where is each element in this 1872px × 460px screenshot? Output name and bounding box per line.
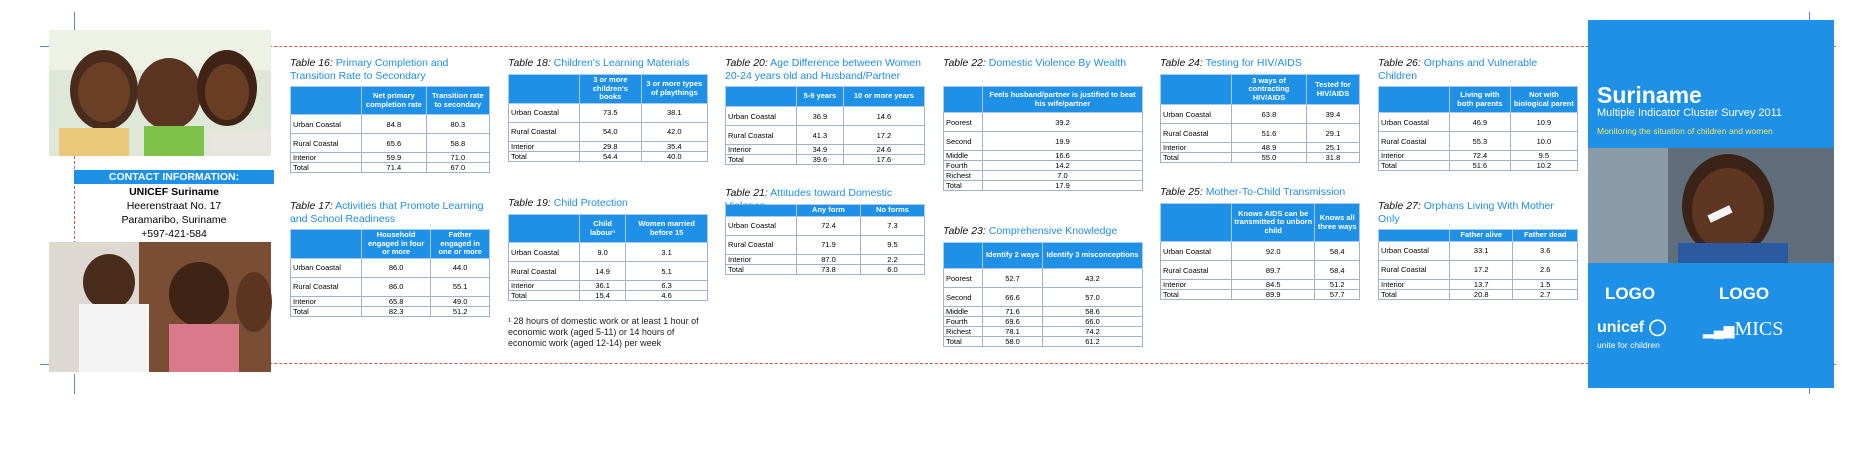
table-24-title: Testing for HIV/AIDS [1205,57,1302,69]
footnote: ¹ 28 hours of domestic work or at least 1 hour of economic work (aged 5-11) or 14 hours of economic work (aged 12-14) per week [508,316,699,348]
table-row: Rural Coastal 54.0 42.0 [509,122,708,141]
contact-address-line2: Paramaribo, Suriname [121,214,227,226]
table-row: Urban Coastal 63.8 39.4 [1161,105,1360,124]
cover-tagline: Monitoring the situation of children and women [1597,126,1773,136]
table-row: Interior 72.4 9.5 [1379,151,1578,161]
table-row: Total 20.8 2.7 [1379,289,1578,299]
logo-placeholder-1: LOGO [1605,284,1656,303]
col-header: Living with both parents [1450,87,1511,113]
table-row: Rural Coastal 14.9 5.1 [509,262,708,281]
table-25-caption: Table 25: Mother-To-Child Transmission [1160,186,1346,198]
children-photo [49,30,271,156]
table-row: Total 55.0 31.8 [1161,153,1360,163]
table-row: Urban Coastal 46.9 10.9 [1379,113,1578,132]
logo-placeholder-2: LOGO [1719,284,1770,303]
table-row: Interior 34.9 24.6 [726,145,925,155]
table-19-block [508,197,708,301]
table-16-block [290,57,490,173]
col-header: Transition rate to secondary [426,87,489,115]
cover-title: Suriname [1597,82,1702,108]
contact-header: CONTACT INFORMATION: [74,170,274,184]
table-row: Urban Coastal 86.0 44.0 [291,258,490,277]
table-16 [290,86,490,173]
table-row: Urban Coastal 9.0 3.1 [509,243,708,262]
table-21-caption: Table 21: Attitudes toward Domestic Violence [725,187,893,212]
table-27-title: Orphans Living With Mother Only [1378,200,1554,225]
table-19-title: Child Protection [553,197,628,209]
table-16-caption: Table 16: Primary Completion and Transition Rate to Secondary [290,57,449,82]
table-26 [1378,86,1578,171]
doctor-photo [49,242,271,372]
table-row: Total 54.4 40.0 [509,151,708,161]
table-row: Rural Coastal 86.0 55.1 [291,277,490,296]
table-21-title: Attitudes toward Domestic Violence [725,187,893,212]
unicef-tagline: unite for children [1597,340,1660,350]
table-row: Rural Coastal 71.9 9.5 [726,235,925,254]
table-row: Rural Coastal 51.6 29.1 [1161,124,1360,143]
crop-mark [74,374,75,394]
crop-mark [74,12,75,32]
table-22-title: Domestic Violence By Wealth [988,57,1127,69]
col-header: Father engaged in one or more [431,230,490,259]
table-26-caption: Table 26: Orphans and Vulnerable Children [1378,57,1538,82]
table-21 [725,204,925,275]
table-row: Rural Coastal 65.6 58.8 [291,134,490,153]
col-header: Net primary completion rate [362,87,427,115]
cover-child-photo [1588,148,1834,263]
table-row: Interior 13.7 1.5 [1379,279,1578,289]
table-17-block [290,200,490,317]
table-row: Interior 59.9 71.0 [291,153,490,163]
col-header: Father alive [1450,230,1513,242]
table-row: Rural Coastal 17.2 2.6 [1379,260,1578,279]
table-row: Poorest 52.7 43.2 [944,269,1143,288]
contact-information [74,170,274,241]
table-23-title: Comprehensive Knowledge [988,225,1118,237]
col-header: 3 or more children's books [580,75,642,104]
col-header: 10 or more years [843,87,924,107]
table-row: Total 17.9 [944,181,1143,191]
table-row: Urban Coastal 84.8 80.3 [291,115,490,134]
col-header: Knows all three ways [1315,204,1360,242]
table-row: Urban Coastal 92.0 58.4 [1161,242,1360,261]
table-row: Total 58.0 61.2 [944,337,1143,347]
col-header: No forms [861,205,925,217]
table-row: Poorest 39.2 [944,113,1143,132]
table-18 [508,74,708,162]
col-header: 5-9 years [797,87,844,107]
table-row: Second 19.9 [944,132,1143,151]
table-19-caption: Table 19: Child Protection [508,197,628,209]
table-row: Total 82.3 51.2 [291,306,490,316]
table-row: Total 71.4 67.0 [291,163,490,173]
table-25-title: Mother-To-Child Transmission [1205,186,1346,198]
col-header: Household engaged in four or more [362,230,431,259]
table-18-block [508,57,708,162]
table-21-block [725,187,925,275]
table-24 [1160,74,1360,163]
table-row: Middle 16.6 [944,151,1143,161]
table-25-block [1160,186,1360,300]
col-header: Not with biological parent [1510,87,1577,113]
table-row: Rural Coastal 89.7 58.4 [1161,261,1360,280]
col-header: Feels husband/partner is justified to beat his wife/partner [983,87,1143,113]
table-row: Middle 71.6 58.6 [944,307,1143,317]
table-row: Rural Coastal 41.3 17.2 [726,126,925,145]
table-17 [290,229,490,317]
table-row: Urban Coastal 33.1 3.6 [1379,241,1578,260]
table-24-caption: Table 24: Testing for HIV/AIDS [1160,57,1302,69]
table-22-caption: Table 22: Domestic Violence By Wealth [943,57,1127,69]
table-22 [943,86,1143,191]
unicef-logo: unicef ◯ [1597,319,1667,336]
table-23-block [943,225,1143,347]
col-header: Identify 3 misconceptions [1043,243,1143,269]
table-row: Interior 84.5 51.2 [1161,280,1360,290]
table-20-title: Age Difference between Women 20-24 years old and Husband/Partner [725,57,921,82]
table-17-title: Activities that Promote Learning and School Readiness [290,200,484,225]
table-row: Urban Coastal 36.9 14.6 [726,107,925,126]
table-23 [943,242,1143,347]
table-16-title: Primary Completion and Transition Rate to Secondary [290,57,449,82]
col-header: Knows AIDS can be transmitted to unborn child [1232,204,1315,242]
table-row: Interior 48.9 25.1 [1161,143,1360,153]
table-row: Second 66.6 57.0 [944,288,1143,307]
table-20-block [725,57,925,165]
globe-icon: ◯ [1648,319,1667,336]
table-20-caption: Table 20: Age Difference between Women 20-24 years old and Husband/Partner [725,57,921,82]
col-header: Tested for HIV/AIDS [1306,75,1359,105]
bars-icon: ▂▄▆ [1703,324,1735,339]
table-27-caption: Table 27: Orphans Living With Mother Only [1378,200,1554,225]
contact-address-line1: Heerenstraat No. 17 [126,200,222,212]
table-row: Total 73.8 6.0 [726,264,925,274]
table-row: Total 39.6 17.6 [726,155,925,165]
col-header: Any form [797,205,861,217]
table-27-block [1378,200,1578,300]
table-row: Fourth 69.6 66.0 [944,317,1143,327]
col-header: Identify 2 ways [983,243,1043,269]
table-23-caption: Table 23: Comprehensive Knowledge [943,225,1118,237]
table-18-title: Children's Learning Materials [553,57,690,69]
mics-logo: ▂▄▆MICS [1703,318,1784,340]
table-row: Richest 78.1 74.2 [944,327,1143,337]
contact-org: UNICEF Suriname [129,186,219,198]
table-24-block [1160,57,1360,163]
table-row: Interior 87.0 2.2 [726,254,925,264]
table-27 [1378,229,1578,300]
col-header: 3 or more types of playthings [641,75,707,104]
table-row: Interior 65.8 49.0 [291,296,490,306]
table-22-block [943,57,1143,191]
table-row: Total 51.6 10.2 [1379,161,1578,171]
table-row: Interior 36.1 6.3 [509,281,708,291]
table-26-block [1378,57,1578,171]
table-row: Fourth 14.2 [944,161,1143,171]
table-17-caption: Table 17: Activities that Promote Learning and School Readiness [290,200,484,225]
table-row: Total 15.4 4.6 [509,291,708,301]
table-20 [725,86,925,165]
table-18-caption: Table 18: Children's Learning Materials [508,57,690,69]
table-row: Urban Coastal 73.5 38.1 [509,103,708,122]
col-header: Father dead [1513,230,1578,242]
table-26-title: Orphans and Vulnerable Children [1378,57,1538,82]
col-header: 3 ways of contracting HIV/AIDS [1232,75,1307,105]
table-row: Richest 7.0 [944,171,1143,181]
table-25 [1160,203,1360,300]
col-header: Women married before 15 [626,215,708,243]
table-row: Urban Coastal 72.4 7.3 [726,216,925,235]
table-row: Rural Coastal 55.3 10.0 [1379,132,1578,151]
cover-panel [1588,20,1834,388]
table-row: Interior 29.8 35.4 [509,141,708,151]
cover-subtitle: Multiple Indicator Cluster Survey 2011 [1597,107,1783,119]
table-row: Total 89.9 57.7 [1161,290,1360,300]
table-19 [508,214,708,301]
col-header: Child labour¹ [580,215,626,243]
contact-phone: +597-421-584 [141,228,207,240]
